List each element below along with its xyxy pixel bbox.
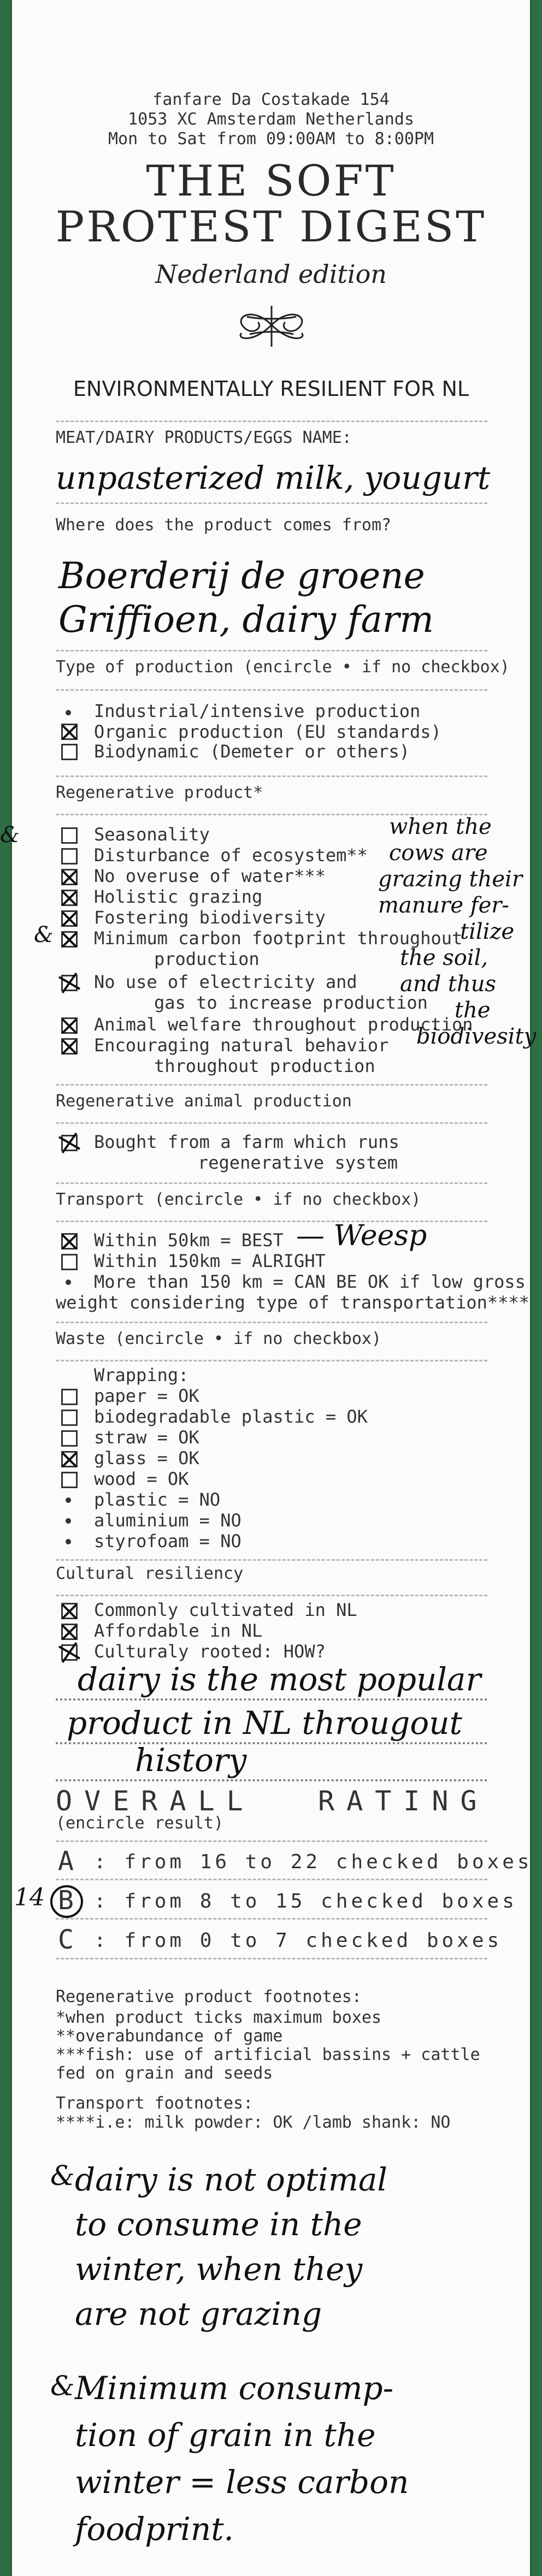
answer-line — [56, 1698, 487, 1701]
grade-a-text: : from 16 to 22 checked boxes — [94, 1851, 533, 1873]
ampersand-mark: & — [34, 922, 54, 948]
waste-paper: paper = OK — [94, 1385, 199, 1406]
regenerative-label: Regenerative product* — [56, 783, 263, 802]
ampersand-mark: & — [0, 822, 20, 848]
note-1-handwritten: dairy is not optimal to consume in the winter, when they are not grazing — [75, 2161, 387, 2332]
transport-150km: Within 150km = ALRIGHT — [94, 1251, 326, 1271]
cultural-answer-1: dairy is the most popular — [78, 1661, 481, 1698]
ampersand-mark: & — [50, 2370, 75, 2402]
grade-b-text: : from 8 to 15 checked boxes — [94, 1890, 517, 1912]
animal-item-cont: regenerative system — [198, 1152, 398, 1173]
divider — [56, 421, 487, 422]
checkbox-biodiversity[interactable] — [61, 910, 78, 927]
checkbox-paper[interactable] — [61, 1389, 78, 1405]
grade-c-text: : from 0 to 7 checked boxes — [94, 1929, 503, 1952]
product-name-handwritten: unpasterized milk, yougurt — [56, 459, 491, 496]
divider — [56, 650, 487, 652]
note-2-handwritten: Minimum consump- tion of grain in the winter = less carbon foodprint. — [75, 2370, 409, 2548]
footnote-2: **overabundance of game — [56, 2027, 283, 2046]
checkbox-cultivated[interactable] — [61, 1603, 78, 1619]
grade-c: C — [58, 1924, 74, 1955]
transport-annotation-handwritten: — Weesp — [296, 1219, 427, 1252]
ampersand-mark: & — [50, 2160, 75, 2192]
divider — [56, 1182, 487, 1184]
production-label: Type of production (encircle • if no checkbox) — [56, 658, 510, 677]
transport-over-150km-cont: weight considering type of transportation**** — [56, 1292, 529, 1313]
divider — [56, 775, 487, 777]
regen-behavior-cont: throughout production — [154, 1056, 375, 1076]
cultural-rooted: Culturaly rooted: HOW? — [94, 1641, 326, 1662]
footnote-4: fed on grain and seeds — [56, 2064, 273, 2083]
checkbox-carbon[interactable] — [61, 931, 78, 948]
checkbox-regenerative-farm[interactable] — [61, 1135, 78, 1151]
divider — [56, 689, 487, 691]
waste-straw: straw = OK — [94, 1427, 199, 1448]
checkbox-seasonality[interactable] — [61, 827, 78, 844]
checkbox-rooted[interactable] — [61, 1644, 78, 1661]
title-line-2: PROTEST DIGEST — [55, 203, 487, 252]
divider — [56, 1122, 487, 1124]
divider — [56, 1084, 487, 1086]
transport-footnote: ****i.e: milk powder: OK /lamb shank: NO — [56, 2113, 451, 2132]
regen-behavior: Encouraging natural behavior — [94, 1035, 389, 1056]
waste-aluminium: aluminium = NO — [94, 1510, 241, 1531]
regen-grazing: Holistic grazing — [94, 886, 263, 907]
waste-wrapping: Wrapping: — [94, 1365, 189, 1385]
checkbox-within-150km[interactable] — [61, 1254, 78, 1270]
edition-label: Nederland edition — [155, 259, 387, 289]
transport-50km: Within 50km = BEST — [94, 1230, 284, 1251]
waste-wood: wood = OK — [94, 1468, 189, 1489]
checkbox-water[interactable] — [61, 869, 78, 885]
divider — [56, 1322, 487, 1323]
waste-plastic: plastic = NO — [94, 1489, 221, 1510]
checkbox-electricity[interactable] — [61, 975, 78, 991]
checkbox-welfare[interactable] — [61, 1017, 78, 1034]
divider — [56, 1360, 487, 1361]
divider — [56, 1958, 487, 1959]
checkbox-wood[interactable] — [61, 1472, 78, 1488]
cultural-answer-3: history — [135, 1742, 247, 1779]
cultural-answer-2: product in NL througout — [67, 1704, 462, 1742]
divider — [56, 1595, 487, 1596]
checkbox-ecosystem[interactable] — [61, 848, 78, 864]
transport-label: Transport (encircle • if no checkbox) — [56, 1190, 421, 1209]
checkbox-within-50km[interactable] — [61, 1233, 78, 1249]
bullet — [66, 710, 71, 715]
checkbox-straw[interactable] — [61, 1430, 78, 1447]
bullet — [66, 1497, 71, 1503]
regen-seasonality: Seasonality — [94, 824, 210, 845]
cultural-cultivated: Commonly cultivated in NL — [94, 1600, 357, 1620]
cultural-label: Cultural resiliency — [56, 1564, 244, 1583]
origin-handwritten-1: Boerderij de groene — [58, 555, 425, 597]
ornament-icon — [231, 295, 313, 355]
regen-welfare: Animal welfare throughout production — [94, 1014, 473, 1035]
transport-over-150km: More than 150 km = CAN BE OK if low gross — [94, 1271, 526, 1292]
waste-glass: glass = OK — [94, 1448, 199, 1468]
product-label: MEAT/DAIRY PRODUCTS/EGGS NAME: — [56, 428, 352, 447]
answer-line — [56, 1742, 487, 1744]
grade-a: A — [58, 1846, 74, 1876]
rating-title-left: OVERALL — [56, 1785, 255, 1817]
divider — [56, 1879, 487, 1880]
regen-electricity-cont: gas to increase production — [154, 992, 428, 1013]
divider — [56, 1840, 487, 1842]
waste-label: Waste (encircle • if no checkbox) — [56, 1329, 382, 1348]
regen-electricity: No use of electricity and — [94, 972, 357, 992]
divider — [56, 1918, 487, 1920]
origin-label: Where does the product comes from? — [56, 516, 392, 535]
animal-item: Bought from a farm which runs — [94, 1132, 399, 1152]
animal-label: Regenerative animal production — [56, 1092, 352, 1111]
checkbox-biodynamic[interactable] — [61, 744, 78, 760]
address-line-2: 1053 XC Amsterdam Netherlands — [128, 110, 414, 129]
rating-subtitle: (encircle result) — [56, 1814, 224, 1833]
checkbox-affordable[interactable] — [61, 1624, 78, 1640]
store-address — [12, 90, 530, 149]
production-organic: Organic production (EU standards) — [94, 721, 441, 742]
count-note-handwritten: 14 — [14, 1884, 45, 1911]
title-line-1: THE SOFT — [146, 157, 396, 206]
divider — [56, 1559, 487, 1561]
regen-annotation-handwritten: when the cows are grazing their manure fer- tilize the soil, and thus the biodivesity — [378, 814, 537, 1049]
checkbox-behavior[interactable] — [61, 1038, 78, 1055]
rating-title-right: RATING — [318, 1785, 489, 1817]
digest-title — [12, 158, 530, 250]
divider — [56, 502, 487, 504]
transport-footnotes-label: Transport footnotes: — [56, 2094, 254, 2113]
production-industrial: Industrial/intensive production — [94, 701, 421, 721]
footnote-3: ***fish: use of artificial bassins + cattle — [56, 2045, 480, 2064]
regen-carbon: Minimum carbon footprint throughout — [94, 928, 463, 949]
checkbox-biodegradable[interactable] — [61, 1410, 78, 1426]
answer-line — [56, 1779, 487, 1781]
opening-hours: Mon to Sat from 09:00AM to 8:00PM — [108, 129, 434, 149]
grade-b: B — [58, 1885, 74, 1916]
footnote-1: *when product ticks maximum boxes — [56, 2008, 382, 2027]
waste-styrofoam: styrofoam = NO — [94, 1531, 241, 1551]
footnotes-label: Regenerative product footnotes: — [56, 1987, 362, 2006]
bullet — [66, 1539, 71, 1544]
address-line-1: fanfare Da Costakade 154 — [152, 90, 390, 109]
cultural-affordable: Affordable in NL — [94, 1620, 263, 1641]
regen-biodiversity: Fostering biodiversity — [94, 907, 326, 928]
regen-ecosystem: Disturbance of ecosystem** — [94, 845, 368, 866]
checkbox-glass[interactable] — [61, 1451, 78, 1467]
regen-water: No overuse of water*** — [94, 866, 326, 886]
subtitle: ENVIRONMENTALLY RESILIENT FOR NL — [73, 377, 469, 401]
regen-carbon-cont: production — [154, 949, 260, 969]
origin-handwritten-2: Griffioen, dairy farm — [58, 599, 434, 641]
bullet — [66, 1280, 71, 1285]
checkbox-grazing[interactable] — [61, 890, 78, 906]
production-biodynamic: Biodynamic (Demeter or others) — [94, 741, 410, 762]
checkbox-organic[interactable] — [61, 724, 78, 740]
waste-biodegradable: biodegradable plastic = OK — [94, 1406, 368, 1427]
bullet — [66, 1518, 71, 1524]
